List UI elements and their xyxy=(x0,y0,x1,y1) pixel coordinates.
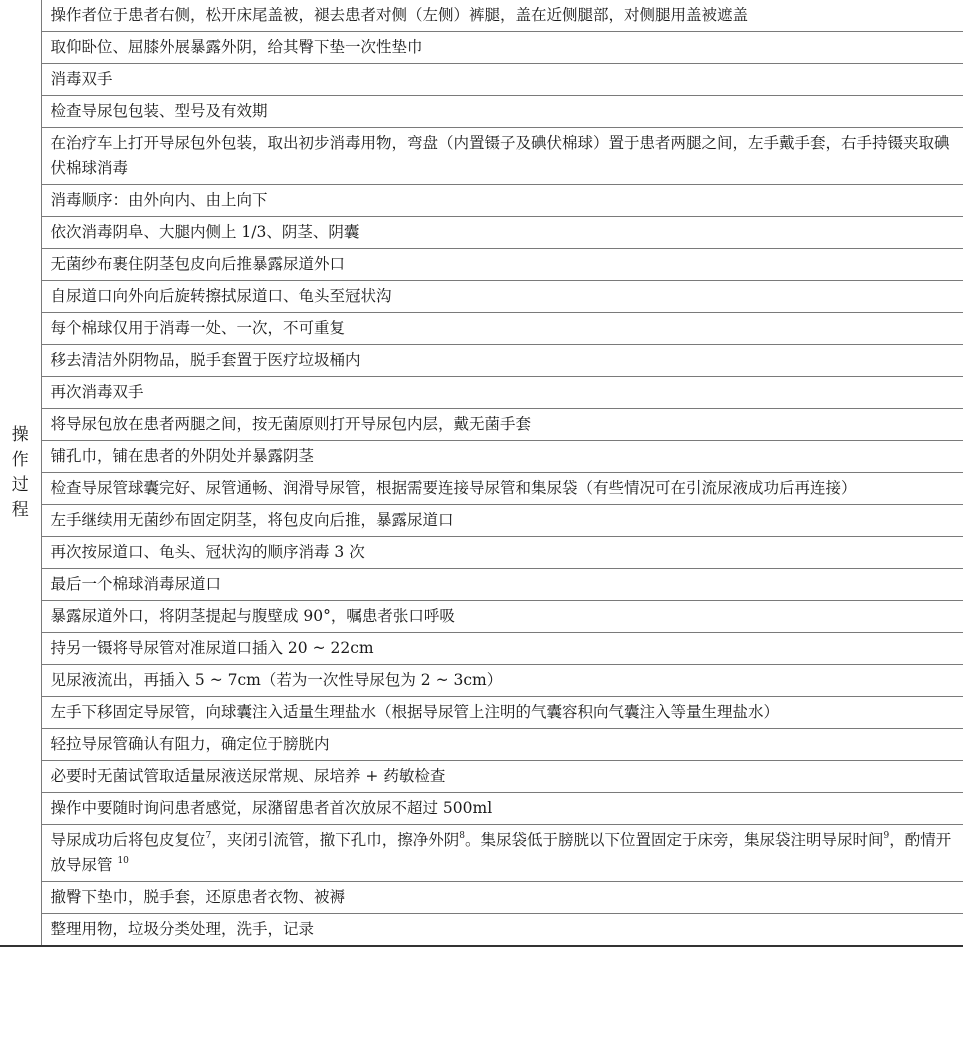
step-row xyxy=(0,32,963,64)
step-text-segment: ，夹闭引流管，撤下孔巾，擦净外阴 xyxy=(211,831,460,849)
step-text: 检查导尿管球囊完好、尿管通畅、润滑导尿管，根据需要连接导尿管和集尿袋（有些情况可在引流尿液成功后再连接） xyxy=(41,473,963,505)
step-row xyxy=(0,697,963,729)
step-text: 见尿液流出，再插入 5 ~ 7cm（若为一次性导尿包为 2 ~ 3cm） xyxy=(41,665,963,697)
step-text: 铺孔巾，铺在患者的外阴处并暴露阴茎 xyxy=(41,441,963,473)
step-text: 持另一镊将导尿管对准尿道口插入 20 ~ 22cm xyxy=(41,633,963,665)
step-text: 无菌纱布裹住阴茎包皮向后推暴露尿道外口 xyxy=(41,249,963,281)
step-text: 将导尿包放在患者两腿之间，按无菌原则打开导尿包内层，戴无菌手套 xyxy=(41,409,963,441)
step-row xyxy=(0,217,963,249)
step-text: 最后一个棉球消毒尿道口 xyxy=(41,569,963,601)
step-text: 轻拉导尿管确认有阻力，确定位于膀胱内 xyxy=(41,729,963,761)
step-text: 依次消毒阴阜、大腿内侧上 1/3、阴茎、阴囊 xyxy=(41,217,963,249)
step-row xyxy=(0,313,963,345)
step-row xyxy=(0,377,963,409)
step-row xyxy=(0,665,963,697)
step-text xyxy=(41,825,963,882)
step-text: 自尿道口向外向后旋转擦拭尿道口、龟头至冠状沟 xyxy=(41,281,963,313)
step-text: 每个棉球仅用于消毒一处、一次，不可重复 xyxy=(41,313,963,345)
step-text: 左手下移固定导尿管，向球囊注入适量生理盐水（根据导尿管上注明的气囊容积向气囊注入等量生理盐水） xyxy=(41,697,963,729)
step-text: 必要时无菌试管取适量尿液送尿常规、尿培养 + 药敏检查 xyxy=(41,761,963,793)
section-cell xyxy=(0,0,41,946)
step-text: 检查导尿包包装、型号及有效期 xyxy=(41,96,963,128)
step-row xyxy=(0,882,963,914)
step-text: 消毒双手 xyxy=(41,64,963,96)
footnote-ref: 10 xyxy=(117,856,129,866)
step-row xyxy=(0,633,963,665)
step-text-segment: 导尿成功后将包皮复位 xyxy=(50,831,206,849)
step-text: 整理用物，垃圾分类处理，洗手，记录 xyxy=(41,914,963,947)
step-row xyxy=(0,505,963,537)
step-text-segment: ，酌情开放导尿管 xyxy=(50,831,952,874)
step-text: 取仰卧位、屈膝外展暴露外阴，给其臀下垫一次性垫巾 xyxy=(41,32,963,64)
step-text: 暴露尿道外口，将阴茎提起与腹壁成 90°，嘱患者张口呼吸 xyxy=(41,601,963,633)
step-row xyxy=(0,441,963,473)
step-row xyxy=(0,64,963,96)
step-row xyxy=(0,473,963,505)
step-text-segment: 。集尿袋低于膀胱以下位置固定于床旁，集尿袋注明导尿时间 xyxy=(465,831,884,849)
step-row xyxy=(0,96,963,128)
step-row xyxy=(0,537,963,569)
step-row xyxy=(0,0,963,32)
step-text: 再次按尿道口、龟头、冠状沟的顺序消毒 3 次 xyxy=(41,537,963,569)
footnote-ref: 7 xyxy=(205,831,212,841)
step-text: 再次消毒双手 xyxy=(41,377,963,409)
step-text: 操作者位于患者右侧，松开床尾盖被，褪去患者对侧（左侧）裤腿，盖在近侧腿部，对侧腿用盖被遮盖 xyxy=(41,0,963,32)
step-row xyxy=(0,793,963,825)
footnote-ref: 9 xyxy=(883,831,890,841)
step-row xyxy=(0,729,963,761)
step-row xyxy=(0,409,963,441)
step-row xyxy=(0,281,963,313)
step-row xyxy=(0,249,963,281)
step-text: 消毒顺序：由外向内、由上向下 xyxy=(41,185,963,217)
step-row xyxy=(0,601,963,633)
step-row xyxy=(0,825,963,882)
section-label: 操作过程 xyxy=(11,424,29,520)
step-row xyxy=(0,761,963,793)
step-text: 在治疗车上打开导尿包外包装，取出初步消毒用物，弯盘（内置镊子及碘伏棉球）置于患者两腿之间，左手戴手套，右手持镊夹取碘伏棉球消毒 xyxy=(41,128,963,185)
footnote-ref: 8 xyxy=(459,831,465,841)
step-row xyxy=(0,569,963,601)
step-text: 左手继续用无菌纱布固定阴茎，将包皮向后推，暴露尿道口 xyxy=(41,505,963,537)
step-text: 移去清洁外阴物品，脱手套置于医疗垃圾桶内 xyxy=(41,345,963,377)
step-row xyxy=(0,914,963,947)
step-row xyxy=(0,185,963,217)
step-text: 撤臀下垫巾，脱手套，还原患者衣物、被褥 xyxy=(41,882,963,914)
step-row xyxy=(0,128,963,185)
step-row xyxy=(0,345,963,377)
step-text: 操作中要随时询问患者感觉，尿潴留患者首次放尿不超过 500ml xyxy=(41,793,963,825)
